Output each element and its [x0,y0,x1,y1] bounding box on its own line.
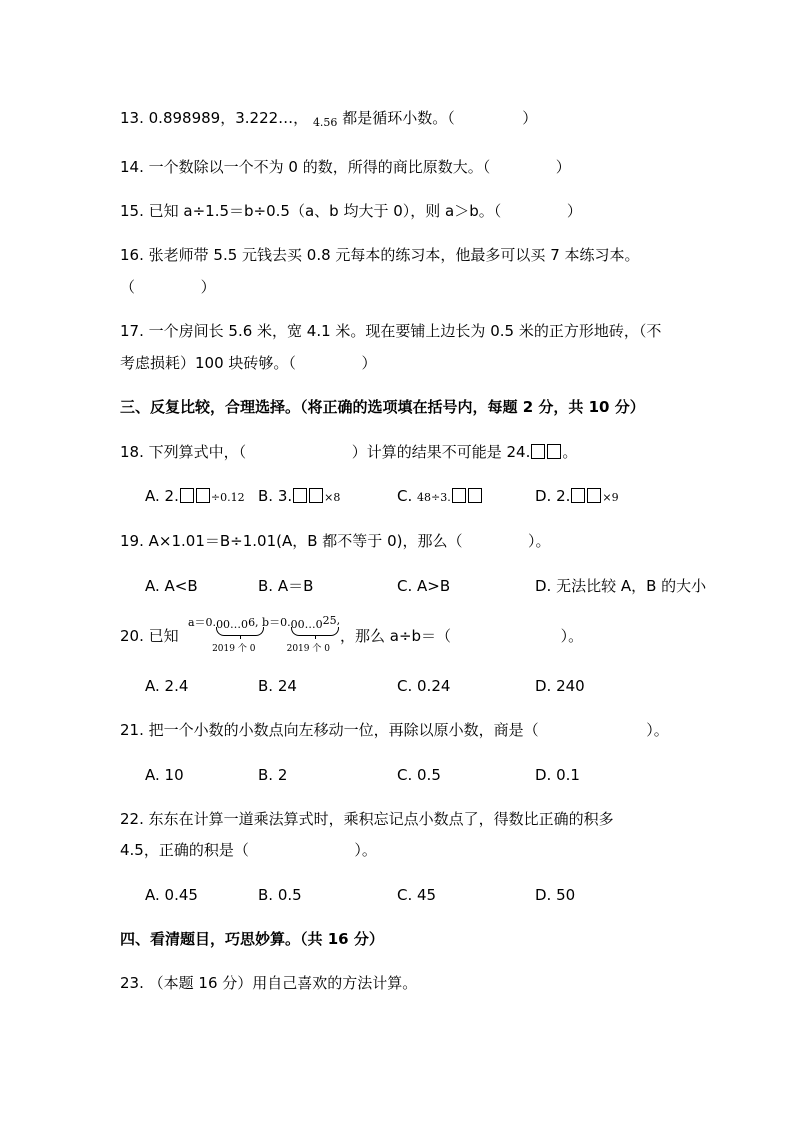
option-d[interactable]: D. 240 [535,677,585,695]
brace-label: 2019 个 0 [212,644,256,654]
bracket-open: （ [120,278,136,296]
question-number: 19. [120,532,144,550]
question-21 [120,720,669,740]
formula-text: 00…0 [216,618,249,631]
bracket-close: ） [566,202,582,220]
option-text: 48÷3. [417,491,451,504]
option-d[interactable] [535,486,619,508]
option-label: A. [145,487,160,505]
option-b[interactable]: B. 2 [258,766,288,784]
formula-text: 6, b＝0. [248,616,291,629]
option-c[interactable] [397,486,483,508]
digit-box [587,488,601,503]
option-label: B. [258,487,274,505]
question-number: 14. [120,158,144,176]
option-text: 2. [556,487,571,505]
question-text: 一个房间长 5.6 米，宽 4.1 米。现在要铺上边长为 0.5 米的正方形地砖，（不 [148,322,662,340]
question-number: 21. [120,721,144,739]
digit-box [293,488,307,503]
bracket-close: ）。 [354,841,377,859]
question-15 [120,201,582,221]
question-number: 18. [120,443,144,461]
question-number: 20. [120,627,144,645]
question-22 [120,809,614,829]
digit-box [309,488,323,503]
option-b[interactable]: B. A＝B [258,577,314,595]
option-d[interactable]: D. 50 [535,886,576,904]
question-text: 都是循环小数。（ [342,109,455,127]
digit-box [531,444,545,459]
digit-box [571,488,585,503]
option-c[interactable]: C. 45 [397,886,437,904]
digit-box [196,488,210,503]
question-text: ）计算的结果不可能是 24. [351,443,531,461]
option-label: C. [397,487,413,505]
formula-given [188,614,341,654]
question-20-cont [340,626,583,646]
question-text: 张老师带 5.5 元钱去买 0.8 元每本的练习本，他最多可以买 7 本练习本。 [148,246,640,264]
period: 。 [562,443,578,461]
question-text: ，那么 a÷b＝（ [340,627,452,645]
digit-box [452,488,466,503]
question-text: 0.898989，3.222…， [148,109,309,127]
formula-text: 00…0 [290,618,323,631]
question-text: 4.5，正确的积是（ [120,841,249,859]
bracket-close: ） [555,158,571,176]
option-d[interactable]: D. 无法比较 A，B 的大小 [535,577,707,595]
question-20 [120,626,179,646]
brace-label: 2019 个 0 [286,644,330,654]
bracket-close: ） [200,278,216,296]
question-number: 15. [120,202,144,220]
question-17-cont [120,353,376,373]
option-b[interactable]: B. 0.5 [258,886,302,904]
question-text: 东东在计算一道乘法算式时，乘积忘记点小数点了，得数比正确的积多 [148,810,614,828]
bracket-close: ）。 [646,721,669,739]
option-b[interactable] [258,486,340,508]
question-number: 16. [120,246,144,264]
option-a[interactable]: A. 0.45 [145,886,198,904]
formula-text: 25, [322,614,341,627]
question-number: 13. [120,109,144,127]
question-16-cont [120,277,216,297]
option-text: 2. [164,487,179,505]
option-a[interactable] [145,486,245,508]
question-22-cont [120,840,377,860]
option-d[interactable]: D. 0.1 [535,766,580,784]
question-23 [120,973,417,993]
option-text: ÷0.12 [210,491,245,504]
question-text: 一个数除以一个不为 0 的数，所得的商比原数大。（ [148,158,491,176]
question-text: 考虑损耗）100 块砖够。（ [120,354,296,372]
option-c[interactable]: C. A>B [397,577,451,595]
question-number: 17. [120,322,144,340]
option-text: ×9 [602,491,619,504]
underbrace-b [286,614,330,654]
bracket-close: ） [522,109,538,127]
underbrace-icon [291,627,339,636]
question-text: 下列算式中，（ [148,443,247,461]
section-3-heading: 三、反复比较，合理选择。（将正确的选项填在括号内，每题 2 分，共 10 分） [120,398,645,416]
bracket-close: ）。 [560,627,584,645]
option-a[interactable]: A. A<B [145,577,198,595]
digit-box [468,488,482,503]
digit-box [547,444,561,459]
option-a[interactable]: A. 10 [145,766,184,784]
repeating-decimal: 4.56 [312,116,338,129]
question-18 [120,442,577,462]
option-b[interactable]: B. 24 [258,677,297,695]
section-4-heading: 四、看清题目，巧思妙算。（共 16 分） [120,930,384,948]
option-a[interactable]: A. 2.4 [145,677,189,695]
question-number: 22. [120,810,144,828]
question-text: 已知 a÷1.5＝b÷0.5（a、b 均大于 0），则 a＞b。（ [148,202,502,220]
question-19 [120,531,551,551]
bracket-close: ）。 [528,532,551,550]
underbrace-icon [216,627,264,636]
question-text: （本题 16 分）用自己喜欢的方法计算。 [148,974,418,992]
question-13 [120,108,537,130]
bracket-close: ） [361,354,377,372]
question-14 [120,157,571,177]
option-c[interactable]: C. 0.24 [397,677,451,695]
question-text: A×1.01＝B÷1.01(A，B 都不等于 0)，那么（ [148,532,463,550]
question-text: 已知 [148,627,179,645]
question-text: 把一个小数的小数点向左移动一位，再除以原小数，商是（ [148,721,539,739]
underbrace-a [212,614,256,654]
option-label: D. [535,487,552,505]
formula-text: a＝0. [188,616,217,629]
option-c[interactable]: C. 0.5 [397,766,441,784]
digit-box [180,488,194,503]
option-text: 3. [277,487,293,505]
question-16 [120,245,640,265]
question-17 [120,321,661,341]
option-text: ×8 [324,491,341,504]
question-number: 23. [120,974,144,992]
